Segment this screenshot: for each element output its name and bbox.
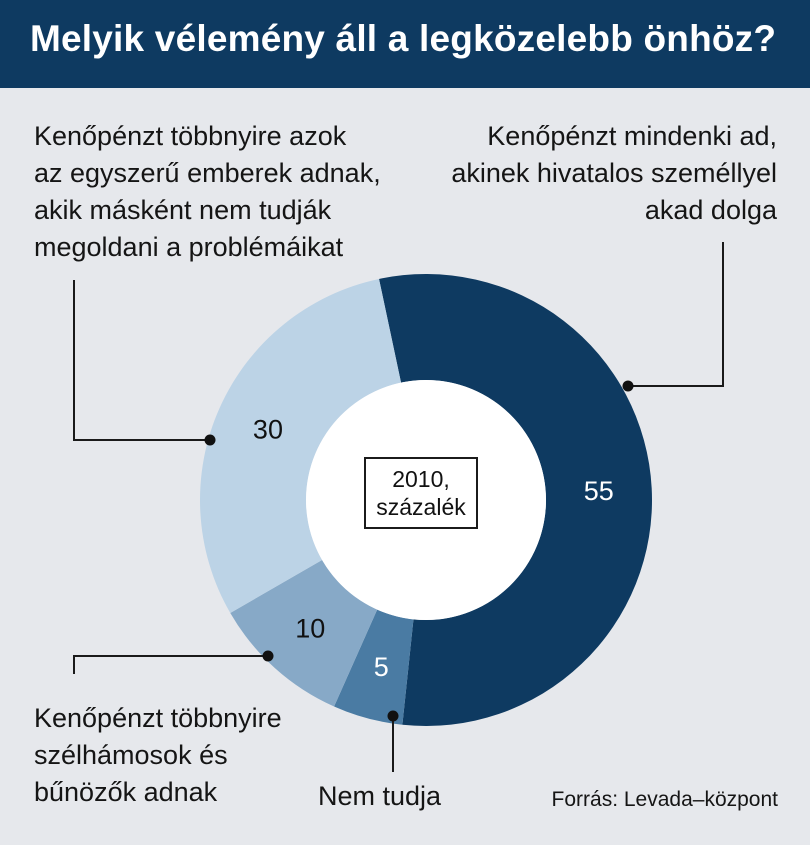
callout-line: az egyszerű emberek adnak, (34, 158, 381, 188)
callout-egyszeru (34, 118, 381, 266)
callout-line: bűnözők adnak (34, 777, 218, 807)
leader-line-egyszeru (74, 280, 210, 440)
callout-nem-tudja (318, 778, 441, 815)
callout-line: Kenőpénzt mindenki ad, (487, 121, 777, 151)
center-label-box (364, 457, 478, 529)
slice-value-label: 5 (373, 652, 389, 683)
leader-line-mindenki (628, 242, 723, 386)
callout-mindenki (451, 118, 777, 229)
leader-line-szelhamos-dot (263, 651, 274, 662)
callout-line: akad dolga (644, 195, 777, 225)
slice-value-label: 10 (295, 613, 326, 644)
callout-line: Kenőpénzt többnyire (34, 703, 282, 733)
callout-line: Kenőpénzt többnyire azok (34, 121, 347, 151)
center-label-unit: százalék (376, 494, 466, 520)
callout-szelhamos (34, 700, 282, 811)
callout-line: akinek hivatalos személlyel (451, 158, 777, 188)
chart-title: Melyik vélemény áll a legközelebb önhöz? (30, 18, 777, 59)
leader-line-egyszeru-dot (205, 435, 216, 446)
center-label-year: 2010, (392, 466, 450, 492)
callout-line: megoldani a problémáikat (34, 232, 344, 262)
callout-line: szélhámosok és (34, 740, 228, 770)
slice-value-label: 30 (252, 414, 283, 445)
leader-line-szelhamos (74, 656, 268, 674)
leader-line-mindenki-dot (623, 381, 634, 392)
callout-line: Nem tudja (318, 781, 442, 811)
callout-line: akik másként nem tudják (34, 195, 332, 225)
source-note: Forrás: Levada–központ (551, 788, 778, 811)
leader-line-nem-tudja-dot (388, 711, 399, 722)
slice-value-label: 55 (583, 475, 614, 506)
